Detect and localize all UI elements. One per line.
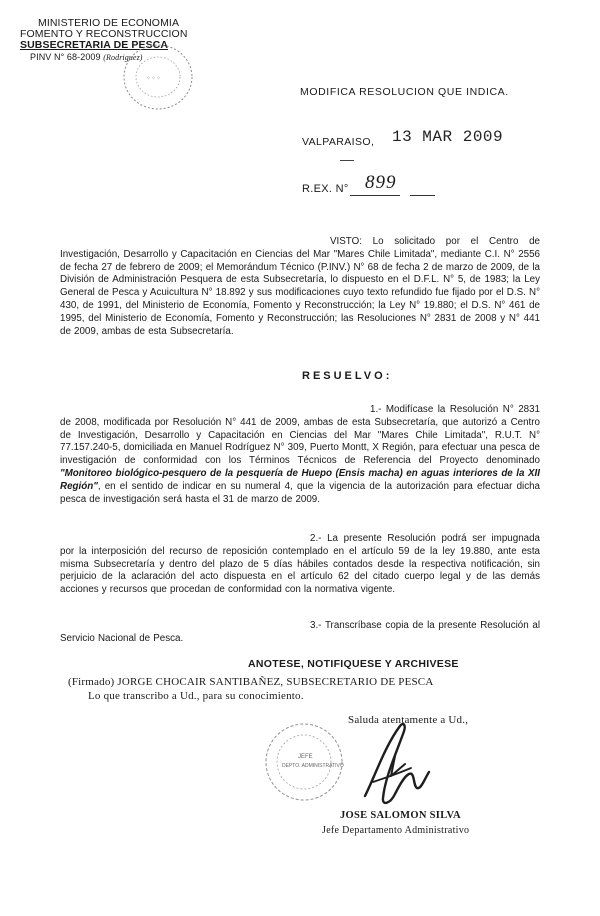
- official-round-stamp: [262, 720, 346, 804]
- stamp-line-2: DEPTO. ADMINISTRATIVO: [282, 763, 344, 769]
- transcribo-line: Lo que transcribo a Ud., para su conocimiento.: [88, 690, 304, 702]
- resuelvo-item-1: [60, 404, 540, 506]
- city-label: VALPARAISO,: [302, 136, 375, 148]
- date-stamp: 13 MAR 2009: [392, 128, 504, 146]
- ministry-line-3: SUBSECRETARIA DE PESCA: [20, 39, 169, 51]
- svg-text:⁘⁘⁘: ⁘⁘⁘: [146, 76, 162, 82]
- handwritten-signature: [345, 716, 455, 816]
- visto-text: Lo solicitado por el Centro de Investigación, Desarrollo y Capacitación en Ciencias del Mar "Mares Chile Limitada", mediante C.I. N° 2556 de fecha 27 de febrero de 2009; el Memorándum Técnico (P.INV.) N° 68 de fecha 2 de marzo de 2009, de la División de Administración Pesquera de esta Subsecretaría, lo dispuesto en el D.F.L. N° 5, de 1983; la Ley General de Pesca y Acuicultura N° 18.892 y sus modificaciones cuyo texto refundido fue fijado por el D.S. N° 430, de 1991, del Ministerio de Economía, Fomento y Reconstrucción; la Ley N° 19.880; el D.S. N° 461 de 1995, del Ministerio de Economía, Fomento y Reconstrucción; las Resoluciones N° 2831 de 2008 y N° 441 de 2009, ambas de esta Subsecretaría.: [60, 236, 540, 337]
- item-1-text-start: 1.- Modifícase la Resolución N° 2831 de 2008, modificada por Resolución N° 441 de 2009, ambas de esta Subsecretaría, que autorizó a Centro de Investigación, Desarrollo y Capacitación en Ciencias del Mar "Mares Chile Limitada", R.U.T. N° 77.157.240-5, domiciliada en Manuel Rodríguez N° 309, Puerto Montt, X Región, para efectuar una pesca de investigación de conformidad con los Términos Técnicos de Referencia del Proyecto denominado: [60, 404, 540, 467]
- firmado-line: (Firmado) JORGE CHOCAIR SANTIBAÑEZ, SUBSECRETARIO DE PESCA: [68, 676, 434, 688]
- resuelvo-item-2: 2.- La presente Resolución podrá ser impugnada por la interposición del recurso de reposición contemplado en el artículo 59 de la ley 19.880, ante esta misma Subsecretaría y dentro del plazo de 5 días hábiles contados desde la respectiva notificación, sin perjuicio de la aclaración del acto dispuesta en el artículo 62 del citado cuerpo legal y de las demás acciones y recursos que procedan de conformidad con la normativa vigente.: [60, 533, 540, 596]
- resolution-label: R.EX. N°: [302, 183, 349, 195]
- signer-title: Jefe Departamento Administrativo: [322, 825, 470, 836]
- ministry-line-2: FOMENTO Y RECONSTRUCCION: [20, 28, 188, 40]
- ministry-line-1: MINISTERIO DE ECONOMIA: [38, 17, 180, 29]
- stamp-line-1: JEFE: [298, 754, 313, 760]
- anotese-line: ANOTESE, NOTIFIQUESE Y ARCHIVESE: [248, 658, 459, 670]
- resolution-trailing-line: [410, 195, 435, 196]
- saluda-line: Saluda atentamente a Ud.,: [348, 714, 469, 726]
- resuelvo-heading: RESUELVO:: [302, 370, 393, 382]
- resolution-number: 899: [365, 172, 397, 193]
- item-1-project-title: "Monitoreo biológico-pesquero de la pesquería de Huepo (Ensis macha) en aguas interiores de la XII Región": [60, 467, 540, 492]
- resuelvo-item-3: 3.- Transcríbase copia de la presente Resolución al Servicio Nacional de Pesca.: [60, 620, 540, 644]
- visto-heading: VISTO:: [330, 236, 362, 247]
- signer-name: JOSE SALOMON SILVA: [340, 810, 461, 821]
- handwritten-note: (Rodriguez): [103, 53, 143, 62]
- header-seal-stamp: [118, 40, 198, 115]
- item-1-text-end: , en el sentido de indicar en su numeral 4, que la vigencia de la autorización para efectuar dicha pesca de investigación será hasta el 31 de marzo de 2009.: [60, 480, 540, 505]
- visto-paragraph: [60, 236, 540, 338]
- small-dash: [340, 160, 354, 161]
- pinv-number: PINV N° 68-2009: [30, 52, 101, 62]
- document-subject: MODIFICA RESOLUCION QUE INDICA.: [300, 86, 509, 98]
- resolution-number-underline: [350, 195, 400, 196]
